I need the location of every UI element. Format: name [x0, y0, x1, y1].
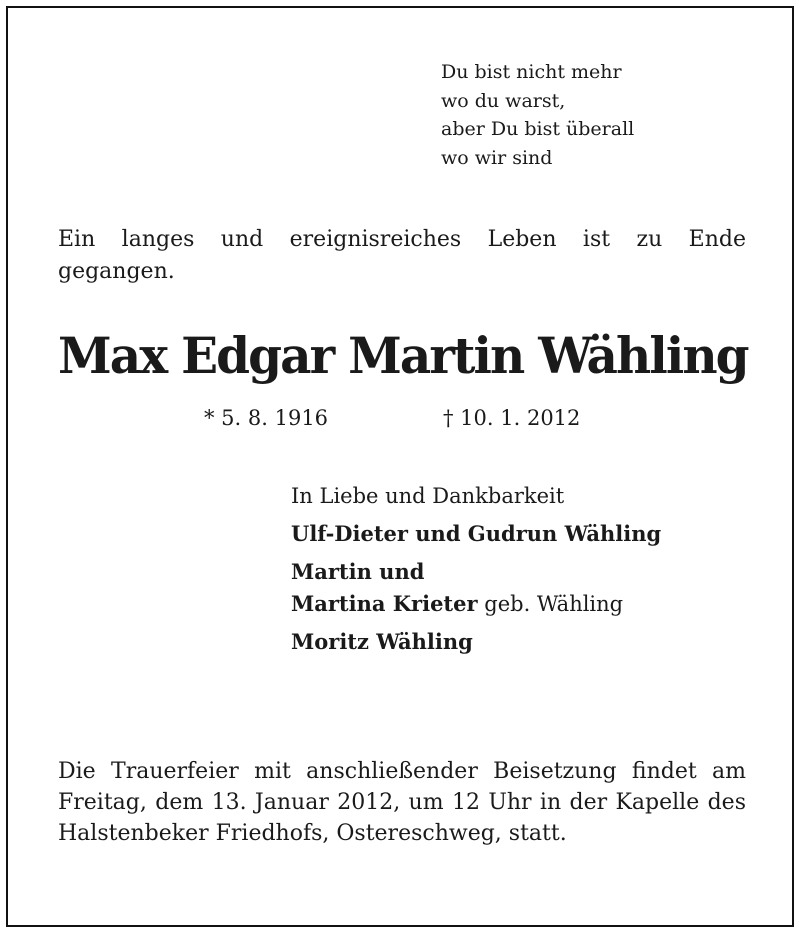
deceased-name: Max Edgar Martin Wähling — [58, 326, 748, 385]
poem-line: aber Du bist überall — [441, 118, 635, 140]
poem — [441, 58, 634, 172]
funeral-notice: Die Trauerfeier mit anschließender Beisetzung findet am Freitag, dem 13. Januar 2012, um 12 Uhr in der Kapelle des Halstenbeker Friedhofs, Ostereschweg, statt. — [58, 759, 746, 846]
mourner-line: Ulf-Dieter und Gudrun Wähling — [291, 521, 662, 546]
mourners-heading: In Liebe und Dankbarkeit — [291, 484, 565, 508]
maiden-name-note: geb. Wähling — [484, 592, 624, 616]
intro-text: Ein langes und ereignisreiches Leben ist zu Ende gegangen. — [58, 227, 746, 284]
death-date: † 10. 1. 2012 — [443, 406, 581, 430]
poem-line: Du bist nicht mehr — [441, 61, 622, 83]
mourner-line: Martin und — [291, 559, 425, 584]
obituary-frame — [6, 6, 794, 927]
mourner-line — [291, 588, 661, 620]
poem-line: wo wir sind — [441, 146, 553, 169]
birth-date: * 5. 8. 1916 — [204, 406, 329, 430]
mourner-line: Moritz Wähling — [291, 629, 473, 654]
poem-line: wo du warst, — [441, 89, 566, 112]
mourner-name: Martina Krieter — [291, 591, 478, 616]
mourners-block — [291, 480, 661, 658]
